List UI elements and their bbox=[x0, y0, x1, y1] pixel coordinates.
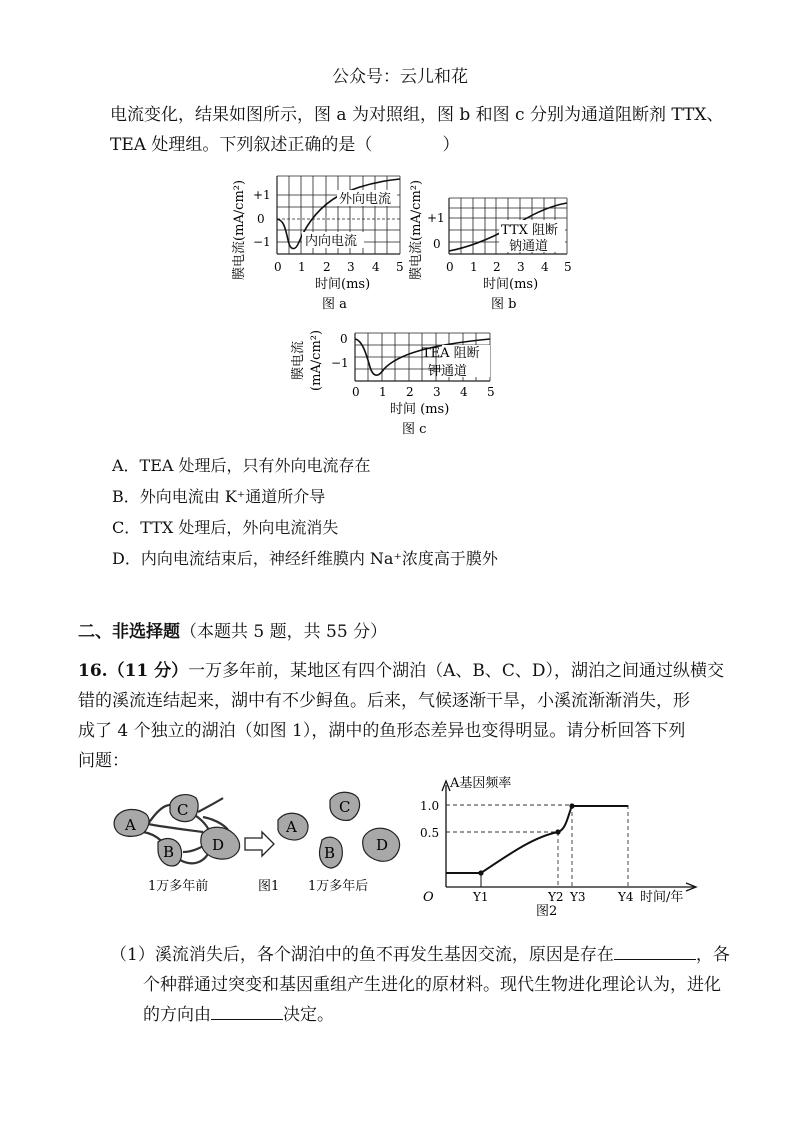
figure-caption: 图2 bbox=[536, 904, 558, 919]
page-header: 公众号：云儿和花 bbox=[332, 67, 468, 87]
xtick-y4: Y4 bbox=[618, 890, 634, 904]
xtick-2: 2 bbox=[406, 385, 414, 399]
lake-a-label: A bbox=[286, 818, 297, 836]
lake-c-label: C bbox=[339, 798, 351, 816]
q16-sub1-text-a: （1）溪流消失后，各个湖泊中的鱼不再发生基因交流，原因是存在 bbox=[110, 945, 614, 965]
answer-blank-2[interactable] bbox=[211, 1005, 283, 1020]
xtick-4: 4 bbox=[372, 260, 380, 274]
xtick-1: 1 bbox=[379, 385, 387, 399]
section-name: 二、非选择题 bbox=[78, 622, 180, 642]
label-tea-block: TEA 阻断 bbox=[422, 346, 480, 361]
xtick-y3: Y3 bbox=[570, 890, 586, 904]
lake-b-label: B bbox=[163, 843, 175, 861]
xtick-0: 0 bbox=[274, 260, 282, 274]
label-sodium-channel: 钠通道 bbox=[509, 239, 549, 254]
q15-paren-close: ） bbox=[442, 135, 460, 155]
xtick-3: 3 bbox=[433, 385, 441, 399]
xtick-3: 3 bbox=[517, 260, 525, 274]
figure-a bbox=[225, 168, 415, 318]
xtick-y2: Y2 bbox=[548, 890, 564, 904]
x-axis-label: 时间(ms) bbox=[483, 277, 539, 292]
x-axis-label: 时间/年 bbox=[640, 890, 684, 905]
label-after: 1万多年后 bbox=[308, 879, 369, 894]
q16-sub1-line3 bbox=[143, 1000, 334, 1025]
figure-caption: 图 b bbox=[491, 297, 517, 312]
option-c: C．TTX 处理后，外向电流消失 bbox=[112, 518, 339, 537]
xtick-4: 4 bbox=[460, 385, 468, 399]
q16-sub1-text-c: 的方向由 bbox=[143, 1005, 211, 1025]
label-ttx-block: TTX 阻断 bbox=[501, 223, 558, 238]
q16-line1 bbox=[78, 656, 724, 681]
ytick-minus1: −1 bbox=[331, 356, 349, 370]
q16-line4: 问题： bbox=[78, 751, 129, 771]
lake-a-label: A bbox=[125, 816, 136, 834]
xtick-4: 4 bbox=[541, 260, 549, 274]
lake-d-label: D bbox=[212, 836, 225, 854]
y-axis-label: 膜电流(mA/cm²) bbox=[232, 179, 247, 280]
option-a: A．TEA 处理后，只有外向电流存在 bbox=[112, 456, 371, 475]
xtick-5: 5 bbox=[564, 260, 572, 274]
ytick-0.5: 0.5 bbox=[420, 826, 440, 840]
xtick-5: 5 bbox=[487, 385, 495, 399]
ytick-plus1: +1 bbox=[427, 211, 445, 225]
q16-line3: 成了 4 个独立的湖泊（如图 1），湖中的鱼形态差异也变得明显。请分析回答下列 bbox=[78, 721, 686, 741]
y-axis-label: 膜电流(mA/cm²) bbox=[409, 179, 424, 280]
ytick-1.0: 1.0 bbox=[420, 799, 440, 813]
lake-b-label: B bbox=[324, 844, 336, 862]
y-axis-label: A基因频率 bbox=[450, 776, 512, 791]
x-axis-label: 时间(ms) bbox=[315, 277, 371, 292]
y-axis-label-2: (mA/cm²) bbox=[309, 329, 324, 391]
xtick-y1: Y1 bbox=[473, 890, 489, 904]
label-potassium-channel: 钾通道 bbox=[428, 364, 468, 379]
q16-sub1-text-d: 决定。 bbox=[283, 1005, 334, 1025]
q16-sub1-line1 bbox=[110, 940, 730, 965]
xtick-0: 0 bbox=[446, 260, 454, 274]
section-note: （本题共 5 题，共 55 分） bbox=[180, 622, 388, 642]
q16-score: （11 分） bbox=[107, 661, 189, 681]
q16-text: 一万多年前，某地区有四个湖泊（A、B、C、D），湖泊之间通过纵横交 bbox=[188, 661, 725, 681]
label-outward-current: 外向电流 bbox=[339, 192, 392, 207]
xtick-0: 0 bbox=[352, 385, 360, 399]
figure-caption: 图 c bbox=[402, 422, 427, 437]
xtick-2: 2 bbox=[323, 260, 331, 274]
answer-blank-1[interactable] bbox=[614, 945, 696, 960]
xtick-1: 1 bbox=[298, 260, 306, 274]
ytick-minus1: −1 bbox=[253, 235, 271, 249]
label-inward-current: 内向电流 bbox=[305, 234, 358, 249]
q16-line2: 错的溪流连结起来，湖中有不少鲟鱼。后来，气候逐渐干旱，小溪流渐渐消失，形 bbox=[78, 691, 690, 711]
xtick-5: 5 bbox=[396, 260, 404, 274]
figure-b bbox=[405, 178, 580, 318]
figure-c bbox=[282, 325, 497, 440]
figure-2-chart bbox=[418, 775, 708, 920]
figure-caption: 图1 bbox=[258, 879, 280, 894]
ytick-plus1: +1 bbox=[253, 188, 271, 202]
section-title bbox=[78, 617, 387, 642]
q15-stem: TEA 处理组。下列叙述正确的是（ bbox=[110, 135, 373, 155]
q16-sub1-line2: 个种群通过突变和基因重组产生进化的原材料。现代生物进化理论认为，进化 bbox=[143, 975, 721, 995]
xtick-1: 1 bbox=[470, 260, 478, 274]
figure-caption: 图 a bbox=[322, 297, 347, 312]
x-axis-label: 时间 (ms) bbox=[390, 402, 450, 417]
y-axis-label-1: 膜电流 bbox=[291, 340, 306, 380]
ytick-0: 0 bbox=[433, 237, 441, 251]
q16-sub1-text-b: ，各 bbox=[695, 945, 730, 965]
xtick-3: 3 bbox=[347, 260, 355, 274]
q16-number: 16. bbox=[78, 661, 108, 681]
option-b: B．外向电流由 K⁺通道所介导 bbox=[112, 487, 326, 506]
option-d: D．内向电流结束后，神经纤维膜内 Na⁺浓度高于膜外 bbox=[112, 549, 498, 568]
ytick-0: 0 bbox=[257, 212, 265, 226]
origin-label: O bbox=[423, 890, 434, 905]
label-before: 1万多年前 bbox=[148, 879, 209, 894]
lake-d-label: D bbox=[376, 836, 389, 854]
arrow-icon bbox=[245, 832, 274, 856]
q15-line2 bbox=[110, 130, 459, 155]
figure-1-lakes bbox=[108, 782, 408, 907]
xtick-2: 2 bbox=[493, 260, 501, 274]
lake-c-label: C bbox=[177, 801, 189, 819]
ytick-0: 0 bbox=[340, 332, 348, 346]
q15-line1: 电流变化，结果如图所示，图 a 为对照组，图 b 和图 c 分别为通道阻断剂 TTX、 bbox=[110, 105, 724, 125]
